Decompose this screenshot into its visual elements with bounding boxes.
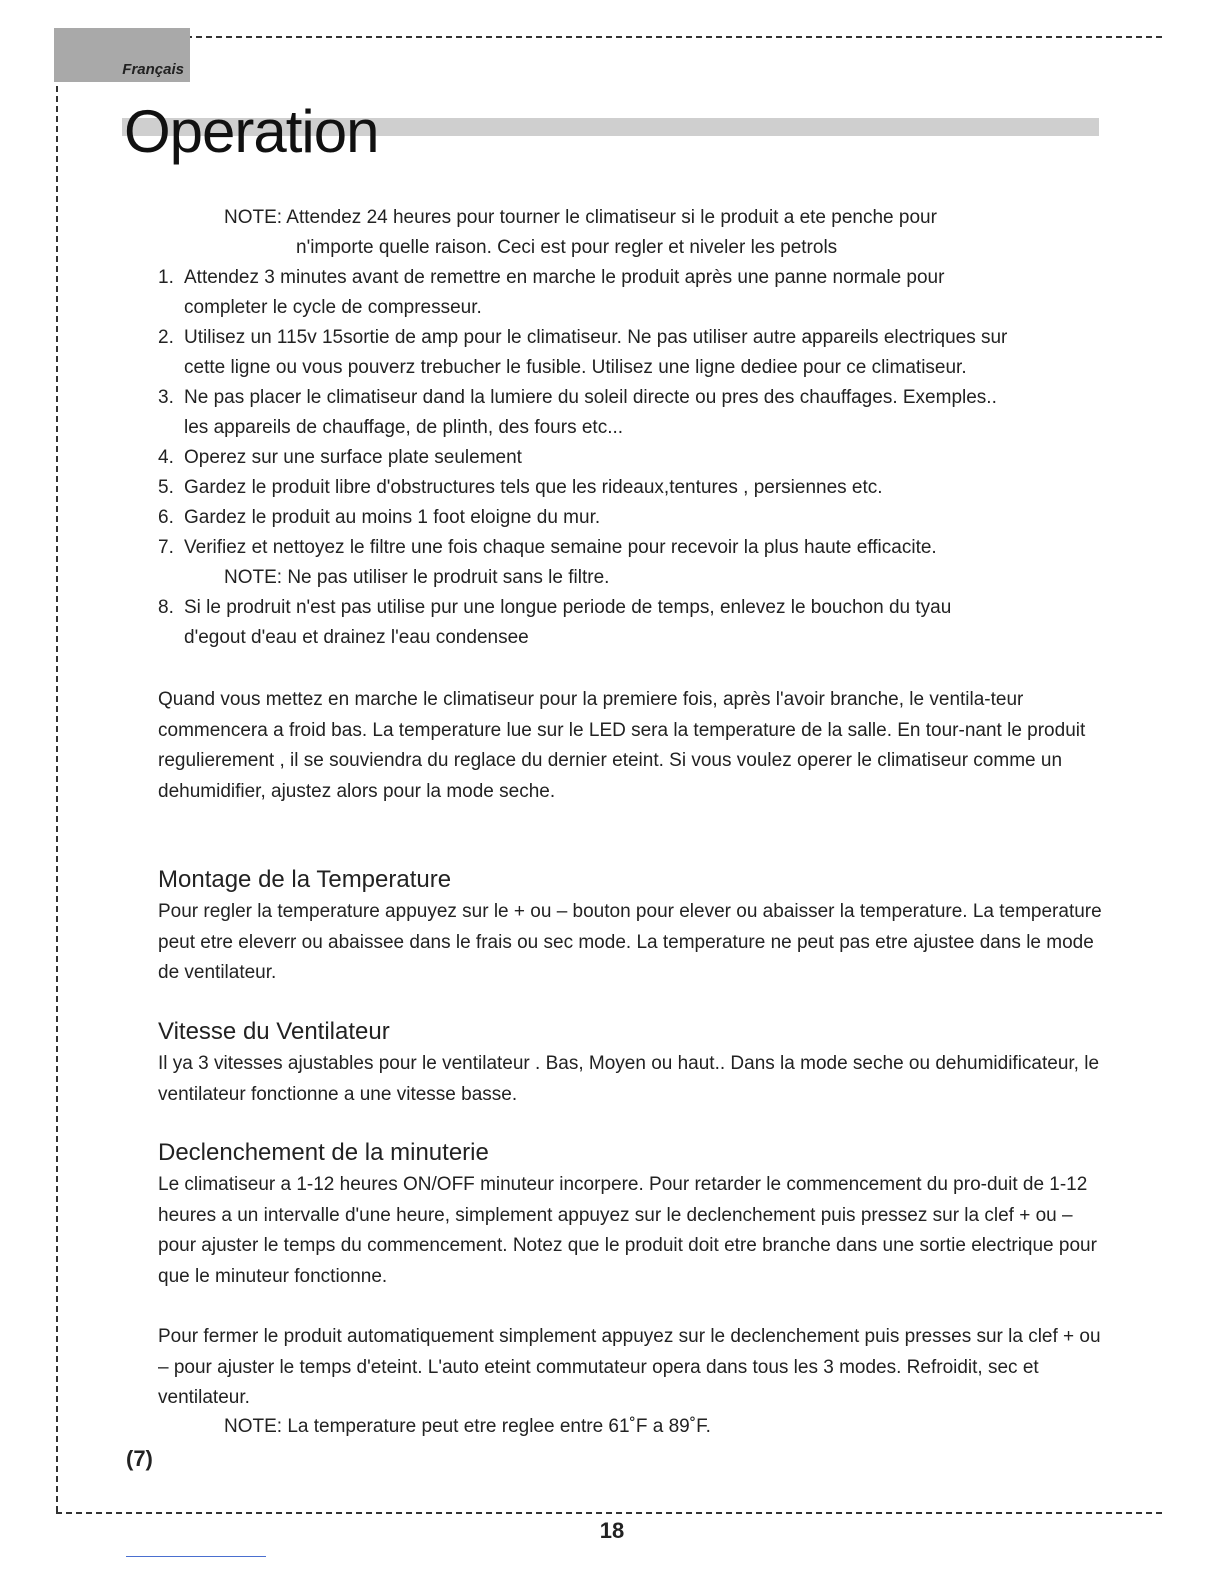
step-text: Gardez le produit libre d'obstructures tels que les rideaux,tentures , persiennes etc. [184, 477, 883, 498]
section-number: (7) [126, 1446, 153, 1471]
step-number: 1. [158, 267, 174, 288]
step-number: 7. [158, 537, 174, 558]
list-item [158, 593, 1118, 653]
page-title: Operation [124, 98, 379, 165]
step-text: Attendez 3 minutes avant de remettre en marche le produit après une panne normale pour [184, 267, 945, 288]
step-text-continued: completer le cycle de compresseur. [184, 297, 482, 318]
list-item [158, 263, 1118, 323]
step-note: NOTE: Ne pas utiliser le prodruit sans le filtre. [224, 567, 610, 588]
temperature-heading: Montage de la Temperature [158, 866, 452, 893]
step-text-continued: cette ligne ou vous pouverz trebucher le fusible. Utilisez une ligne dediee pour ce climatiseur. [184, 357, 967, 378]
temperature-body: Pour regler la temperature appuyez sur le + ou – bouton pour elever ou abaisser la temperature. La temperature peut etre eleverr ou abaissee dans le frais ou sec mode. La temperature ne peut pas etre ajustee dans le mode de ventilateur. [158, 901, 1102, 983]
step-text-continued: les appareils de chauffage, de plinth, des fours etc... [184, 417, 624, 438]
list-item [158, 533, 1118, 593]
step-text: Gardez le produit au moins 1 foot eloigne du mur. [184, 507, 601, 528]
timer-heading: Declenchement de la minuterie [158, 1139, 489, 1166]
step-number: 4. [158, 447, 174, 468]
intro-paragraph: Quand vous mettez en marche le climatiseur pour la premiere fois, après l'avoir branche, le ventila-teur commencera a froid bas. La temperature lue sur le LED sera la temperature de la salle. En tour-nant le produit regulierement , il se souviendra du reglace du dernier eteint. Si vous voulez operer le climatiseur comme un dehumidifier, ajustez alors pour la mode seche. [158, 689, 1086, 802]
step-text: Si le prodruit n'est pas utilise pur une longue periode de temps, enlevez le bouchon du tyau [184, 597, 952, 618]
step-number: 2. [158, 327, 174, 348]
steps-list [158, 263, 1118, 653]
step-number: 8. [158, 597, 174, 618]
step-number: 3. [158, 387, 174, 408]
list-item [158, 323, 1118, 383]
language-label: Français [122, 61, 184, 78]
timer-body-2: Pour fermer le produit automatiquement simplement appuyez sur le declenchement puis presses sur la clef + ou – pour ajuster le temps d'eteint. L'auto eteint commutateur opera dans tous les 3 modes. Refroidit, sec et ventilateur. [158, 1326, 1101, 1408]
step-text: Verifiez et nettoyez le filtre une fois chaque semaine pour recevoir la plus haute efficacite. [184, 537, 937, 558]
timer-body: Le climatiseur a 1-12 heures ON/OFF minuteur incorpere. Pour retarder le commencement du pro-duit de 1-12 heures a un intervalle d'une heure, simplement appuyez sur le declenchement puis pressez sur la clef + ou – pour ajuster le temps du commencement. Notez que le produit doit etre branche dans une sortie electrique pour que le minuteur fonctionne. [158, 1174, 1097, 1287]
fan-speed-heading: Vitesse du Ventilateur [158, 1018, 390, 1045]
list-item [158, 503, 1118, 533]
frame-left-border [56, 36, 58, 1512]
step-number: 5. [158, 477, 174, 498]
step-text: Ne pas placer le climatiseur dand la lumiere du soleil directe ou pres des chauffages. Exemples.. [184, 387, 997, 408]
frame-bottom-border [56, 1512, 1162, 1514]
frame-top-border [56, 36, 1162, 38]
step-text: Operez sur une surface plate seulement [184, 447, 522, 468]
step-text-continued: d'egout d'eau et drainez l'eau condensee [184, 627, 529, 648]
intro-note-line-2: n'importe quelle raison. Ceci est pour regler et niveler les petrols [296, 237, 838, 258]
list-item [158, 383, 1118, 443]
page-number: 18 [599, 1518, 625, 1543]
intro-note-line-1: NOTE: Attendez 24 heures pour tourner le climatiseur si le produit a ete penche pour [224, 207, 937, 228]
list-item [158, 443, 1118, 473]
temperature-range-note: NOTE: La temperature peut etre reglee entre 61˚F a 89˚F. [224, 1416, 711, 1437]
language-tab [54, 28, 190, 82]
bottom-rule [126, 1556, 266, 1557]
step-number: 6. [158, 507, 174, 528]
step-text: Utilisez un 115v 15sortie de amp pour le climatiseur. Ne pas utiliser autre appareils electriques sur [184, 327, 1008, 348]
fan-speed-body: Il ya 3 vitesses ajustables pour le ventilateur . Bas, Moyen ou haut.. Dans la mode seche ou dehumidificateur, le ventilateur fonctionne a une vitesse basse. [158, 1053, 1100, 1105]
list-item [158, 473, 1118, 503]
